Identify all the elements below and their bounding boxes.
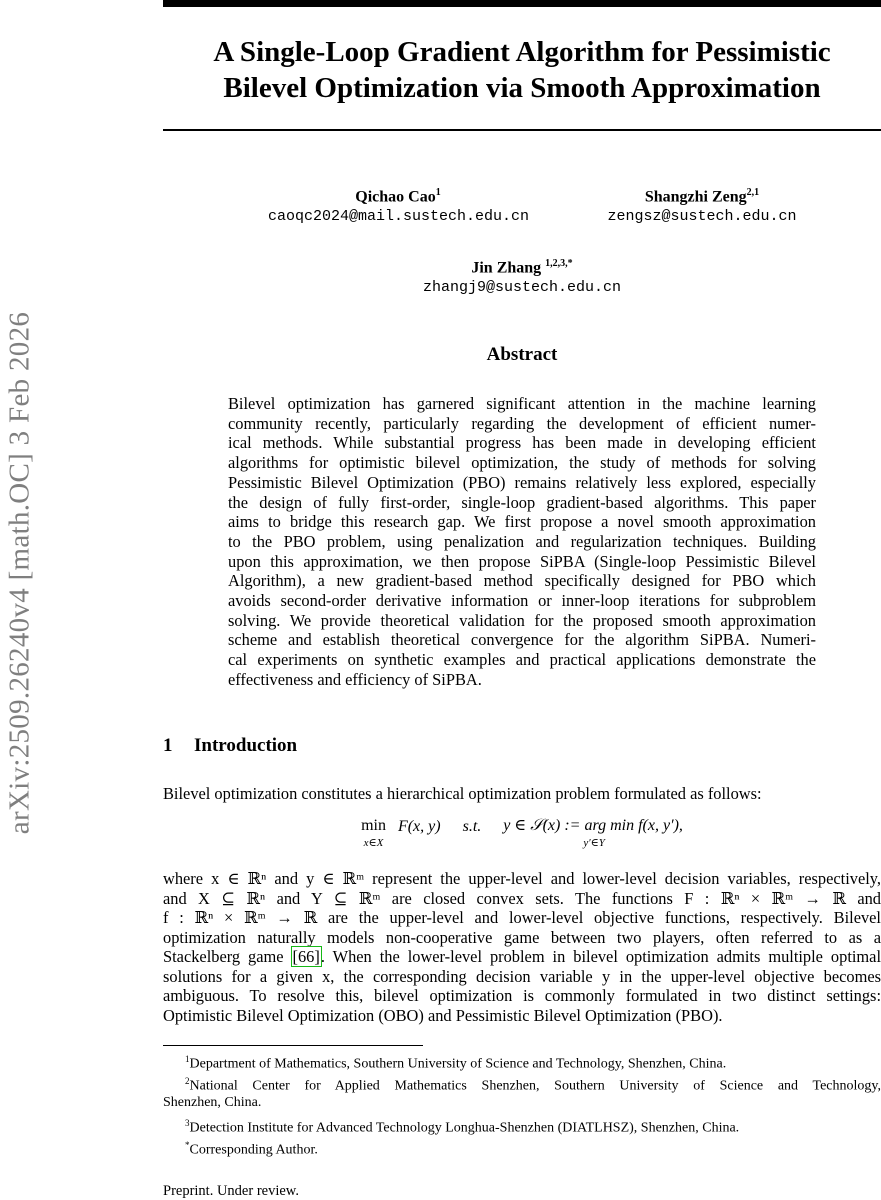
- abstract-line: Algorithm), a new gradient-based method specifically designed for PBO which: [228, 571, 816, 591]
- abstract-line: algorithms for optimistic bilevel optimization, the study of methods for solving: [228, 453, 816, 473]
- body-line: where x ∈ ℝⁿ and y ∈ ℝᵐ represent the upper-level and lower-level decision variables, respectively,: [163, 869, 881, 888]
- footnote-3: $^3$Detection Institute for Advanced Technology Longhua-Shenzhen (DIATLHSZ), Shenzhen, China.: [185, 1118, 740, 1136]
- abstract-line: Pessimistic Bilevel Optimization (PBO) remains relatively less explored, especially: [228, 472, 816, 492]
- abstract-line: upon this approximation, we then propose SiPBA (Single-loop Pessimistic Bilevel: [228, 551, 816, 571]
- bilevel-equation: [163, 818, 881, 851]
- author-name: Qichao Cao$^1$: [355, 187, 441, 206]
- eq-st: s.t.: [462, 818, 482, 835]
- intro-first-line: [163, 784, 881, 804]
- body-line: solutions for a given x, the corresponding decision variable y in the upper-level objective becomes: [163, 966, 881, 986]
- abstract-line: the design of fully first-order, single-loop gradient-based algorithms. This paper: [228, 492, 816, 512]
- section-heading: [163, 735, 297, 757]
- author-block: [572, 183, 832, 227]
- footnote-rule: [163, 1045, 423, 1046]
- eq-min: min: [361, 817, 386, 834]
- eq-constraint: y ∈ 𝒮(x) := arg min f(x, y′),: [503, 817, 683, 834]
- title-line-2: Bilevel Optimization via Smooth Approximation: [223, 72, 821, 104]
- footnote-2: $^2$National Center for Applied Mathematics Shenzhen, Southern University of Science and Technology,: [185, 1075, 881, 1094]
- arxiv-side-label: [0, 238, 40, 908]
- body-line: Stackelberg game [66]. When the lower-level problem in bilevel optimization admits multiple optimal: [163, 947, 881, 966]
- preprint-footer: Preprint. Under review.: [163, 1183, 299, 1199]
- abstract-line: effectiveness and efficiency of SiPBA.: [228, 669, 482, 689]
- title-line-1: A Single-Loop Gradient Algorithm for Pessimistic: [213, 36, 831, 68]
- footnote-2-cont: Shenzhen, China.: [163, 1095, 262, 1111]
- body-line: optimization naturally models non-cooperative game between two players, often referred to as a: [163, 927, 881, 947]
- eq-argmin-sub: y′∈Y: [583, 837, 605, 849]
- author-name: Jin Zhang $^{1,2,3,*}$: [471, 258, 573, 277]
- body-line: Optimistic Bilevel Optimization (OBO) and Pessimistic Bilevel Optimization (PBO).: [163, 1005, 723, 1025]
- abstract-line: ical methods. While substantial progress has been made in developing efficient: [228, 433, 816, 453]
- top-rule: [163, 0, 881, 7]
- body-line: f : ℝⁿ × ℝᵐ → ℝ are the upper-level and lower-level objective functions, respectively. Bilevel: [163, 908, 881, 927]
- arxiv-identifier: arXiv:2509.26240v4 [math.OC] 3 Feb 2026: [3, 311, 36, 835]
- citation-link[interactable]: [66]: [292, 947, 320, 966]
- abstract-heading: Abstract: [486, 344, 558, 365]
- abstract-line: aims to bridge this research gap. We first propose a novel smooth approximation: [228, 512, 816, 532]
- body-line: ambiguous. To resolve this, bilevel optimization is commonly formulated in two distinct settings:: [163, 986, 881, 1005]
- footnotes: [163, 1051, 881, 1159]
- author-email[interactable]: caoqc2024@mail.sustech.edu.cn: [268, 208, 530, 226]
- paper-title: [163, 34, 881, 106]
- intro-paragraph: [163, 869, 881, 1025]
- abstract-line: Bilevel optimization has garnered significant attention in the machine learning: [228, 394, 816, 413]
- eq-min-sub: x∈X: [363, 837, 384, 849]
- section-number: 1: [163, 735, 173, 756]
- author-name: Shangzhi Zeng$^{2,1}$: [644, 187, 760, 206]
- abstract-line: solving. We provide theoretical validation for the proposed smooth approximation: [228, 610, 816, 630]
- section-title: Introduction: [194, 735, 298, 756]
- abstract-body: [228, 394, 816, 690]
- abstract-line: avoids second-order derivative information or inner-loop iterations for subproblem: [228, 591, 816, 611]
- eq-objective: F(x, y): [397, 818, 441, 835]
- title-rule: [163, 129, 881, 131]
- author-block: [392, 254, 652, 298]
- abstract-line: community recently, particularly regarding the development of efficient numer-: [228, 413, 816, 433]
- body-line: Bilevel optimization constitutes a hierarchical optimization problem formulated as follows:: [163, 784, 762, 803]
- abstract-line: to the PBO problem, using penalization and regularization techniques. Building: [228, 531, 816, 551]
- author-block: [268, 183, 528, 227]
- body-line: and X ⊆ ℝⁿ and Y ⊆ ℝᵐ are closed convex sets. The functions F : ℝⁿ × ℝᵐ → ℝ and: [163, 888, 881, 908]
- abstract-line: cal experiments on synthetic examples and practical applications demonstrate the: [228, 650, 816, 670]
- author-email[interactable]: zhangj9@sustech.edu.cn: [422, 279, 622, 297]
- footnote-corresponding: *Corresponding Author.: [185, 1139, 318, 1158]
- abstract-line: scheme and establish theoretical convergence for the algorithm SiPBA. Numeri-: [228, 630, 816, 650]
- footnote-1: $^1$Department of Mathematics, Southern University of Science and Technology, Shenzhen, China.: [185, 1054, 727, 1072]
- author-email[interactable]: zengsz@sustech.edu.cn: [607, 208, 797, 226]
